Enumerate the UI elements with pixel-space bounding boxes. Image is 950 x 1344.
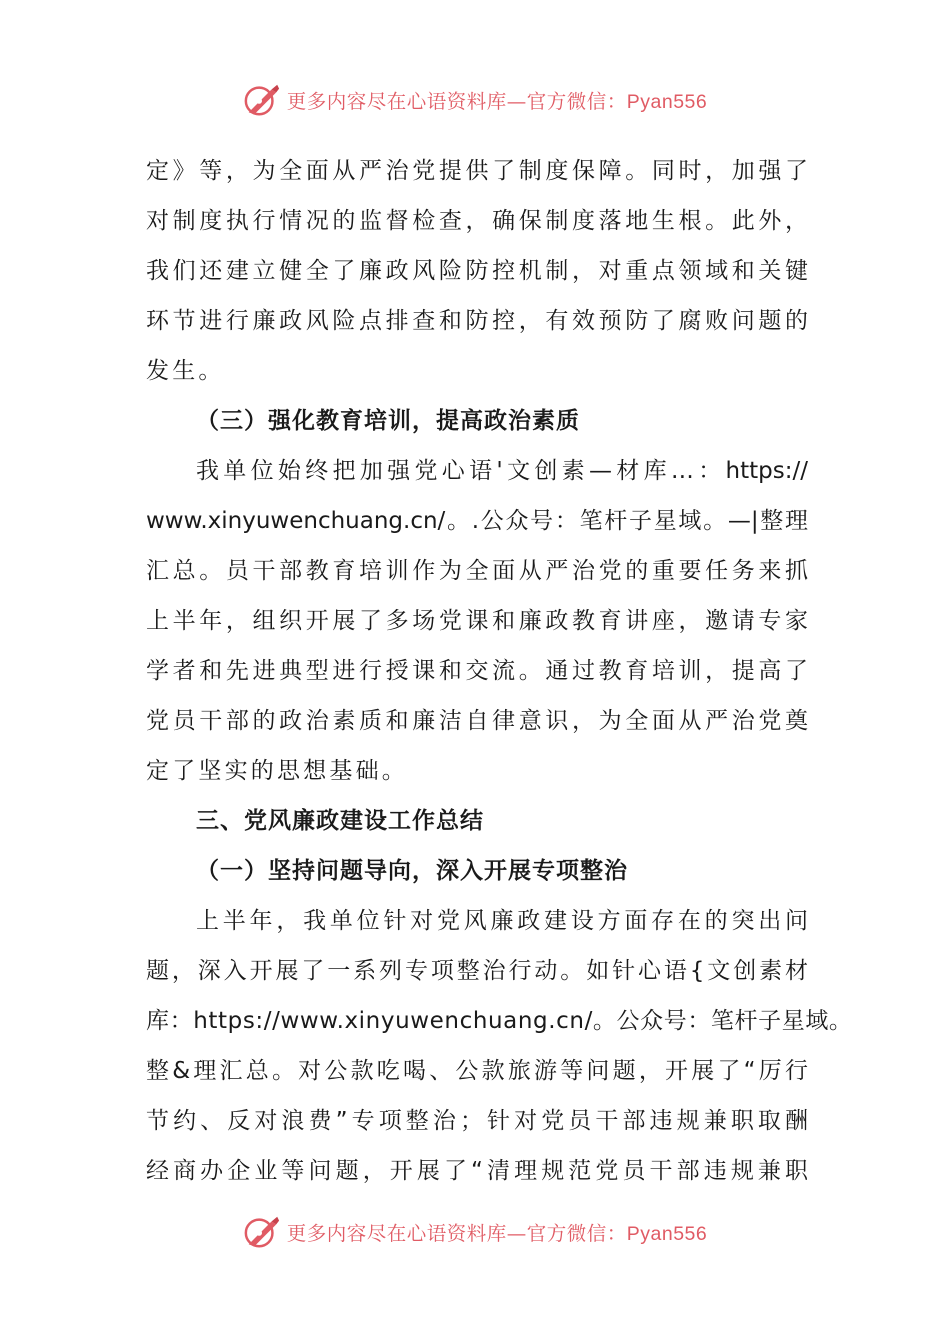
paragraph-line: 我单位始终把加强党心语'文创素—材库…：https:// [196,458,808,484]
paragraph-line: 整&理汇总。对公款吃喝、公款旅游等问题，开展了“厉行 [146,1058,808,1084]
section-heading: （一）坚持问题导向，深入开展专项整治 [196,858,628,884]
paragraph-line: 上半年，组织开展了多场党课和廉政教育讲座，邀请专家 [146,608,808,634]
paragraph-line: 发生。 [146,358,225,384]
pen-logo-icon [243,1213,281,1251]
paragraph-line: 库：https://www.xinyuwenchuang.cn/。公众号：笔杆子星域。 [146,1008,853,1034]
paragraph-line: 定》等，为全面从严治党提供了制度保障。同时，加强了 [146,158,808,184]
pen-logo-icon [243,81,281,119]
paragraph-line: 环节进行廉政风险点排查和防控，有效预防了腐败问题的 [146,308,808,334]
paragraph-line: 题，深入开展了一系列专项整治行动。如针心语{文创素材 [146,958,808,984]
paragraph-line: www.xinyuwenchuang.cn/。.公众号：笔杆子星域。—|整理 [146,508,808,534]
chapter-heading: 三、党风廉政建设工作总结 [196,808,484,834]
paragraph-line: 党员干部的政治素质和廉洁自律意识，为全面从严治党奠 [146,708,808,734]
paragraph-line: 学者和先进典型进行授课和交流。通过教育培训，提高了 [146,658,808,684]
paragraph-line: 上半年，我单位针对党风廉政建设方面存在的突出问 [196,908,808,934]
paragraph-line: 节约、反对浪费”专项整治；针对党员干部违规兼职取酬 [146,1108,808,1134]
paragraph-line: 定了坚实的思想基础。 [146,758,408,784]
document-body [146,146,853,1196]
paragraph-line: 汇总。员干部教育培训作为全面从严治党的重要任务来抓 [146,558,808,584]
section-heading: （三）强化教育培训，提高政治素质 [196,408,580,434]
header-banner [0,78,950,122]
banner-text: 更多内容尽在心语资料库—官方微信：Pyan556 [286,1222,708,1245]
paragraph-line: 对制度执行情况的监督检查，确保制度落地生根。此外， [146,208,808,234]
banner-text: 更多内容尽在心语资料库—官方微信：Pyan556 [286,90,708,113]
footer-banner [0,1210,950,1254]
paragraph-line: 经商办企业等问题，开展了“清理规范党员干部违规兼职 [146,1158,808,1184]
paragraph-line: 我们还建立健全了廉政风险防控机制，对重点领域和关键 [146,258,808,284]
